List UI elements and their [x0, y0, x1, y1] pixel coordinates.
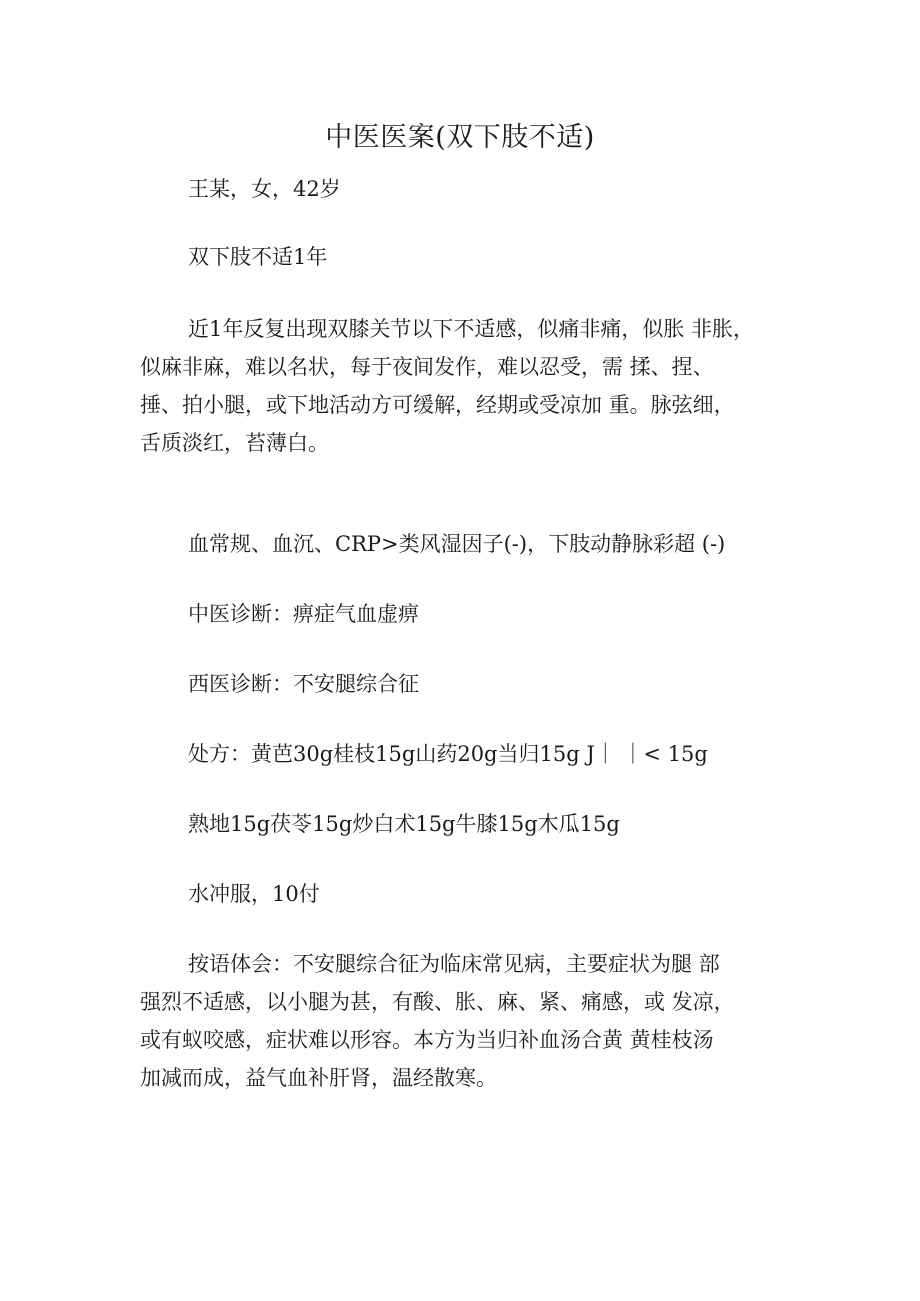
chief-complaint: 双下肢不适1年: [188, 245, 328, 269]
prescription-line-2: 熟地15g茯苓15g炒白术15g牛膝15g木瓜15g: [188, 812, 620, 836]
document-title: 中医医案(双下肢不适): [325, 122, 595, 153]
commentary-line: 加减而成，益气血补肝肾，温经散寒。: [140, 1066, 497, 1090]
history-line: 舌质淡红，苔薄白。: [140, 431, 329, 455]
patient-info: 王某，女，42岁: [188, 177, 341, 201]
tcm-diagnosis: 中医诊断：痹症气血虚痹: [188, 602, 419, 626]
history-paragraph: [140, 310, 790, 462]
history-line: 似麻非麻，难以名状，每于夜间发作，难以忍受，需 揉、捏、: [140, 355, 714, 379]
lab-exam: 血常规、血沉、CRP>类风湿因子(-)，下肢动静脉彩超 (-): [188, 532, 726, 556]
commentary-line: 或有蚁咬感，症状难以形容。本方为当归补血汤合黄 黄桂枝汤: [140, 1028, 714, 1052]
commentary-line: 按语体会：不安腿综合征为临床常见病，主要症状为腿 部: [188, 952, 720, 976]
commentary-paragraph: [140, 945, 790, 1097]
history-line: 捶、拍小腿，或下地活动方可缓解，经期或受凉加 重。脉弦细，: [140, 393, 735, 417]
prescription-line-1: 处方：黄芭30g桂枝15g山药20g当归15g J｜ ｜< 15g: [188, 742, 708, 766]
history-line: 近1年反复出现双膝关节以下不适感，似痛非痛，似胀 非胀，: [188, 317, 755, 341]
commentary-line: 强烈不适感，以小腿为甚，有酸、胀、麻、紧、痛感，或 发凉，: [140, 990, 735, 1014]
usage-instructions: 水冲服，10付: [188, 882, 320, 906]
western-diagnosis: 西医诊断：不安腿综合征: [188, 672, 419, 696]
